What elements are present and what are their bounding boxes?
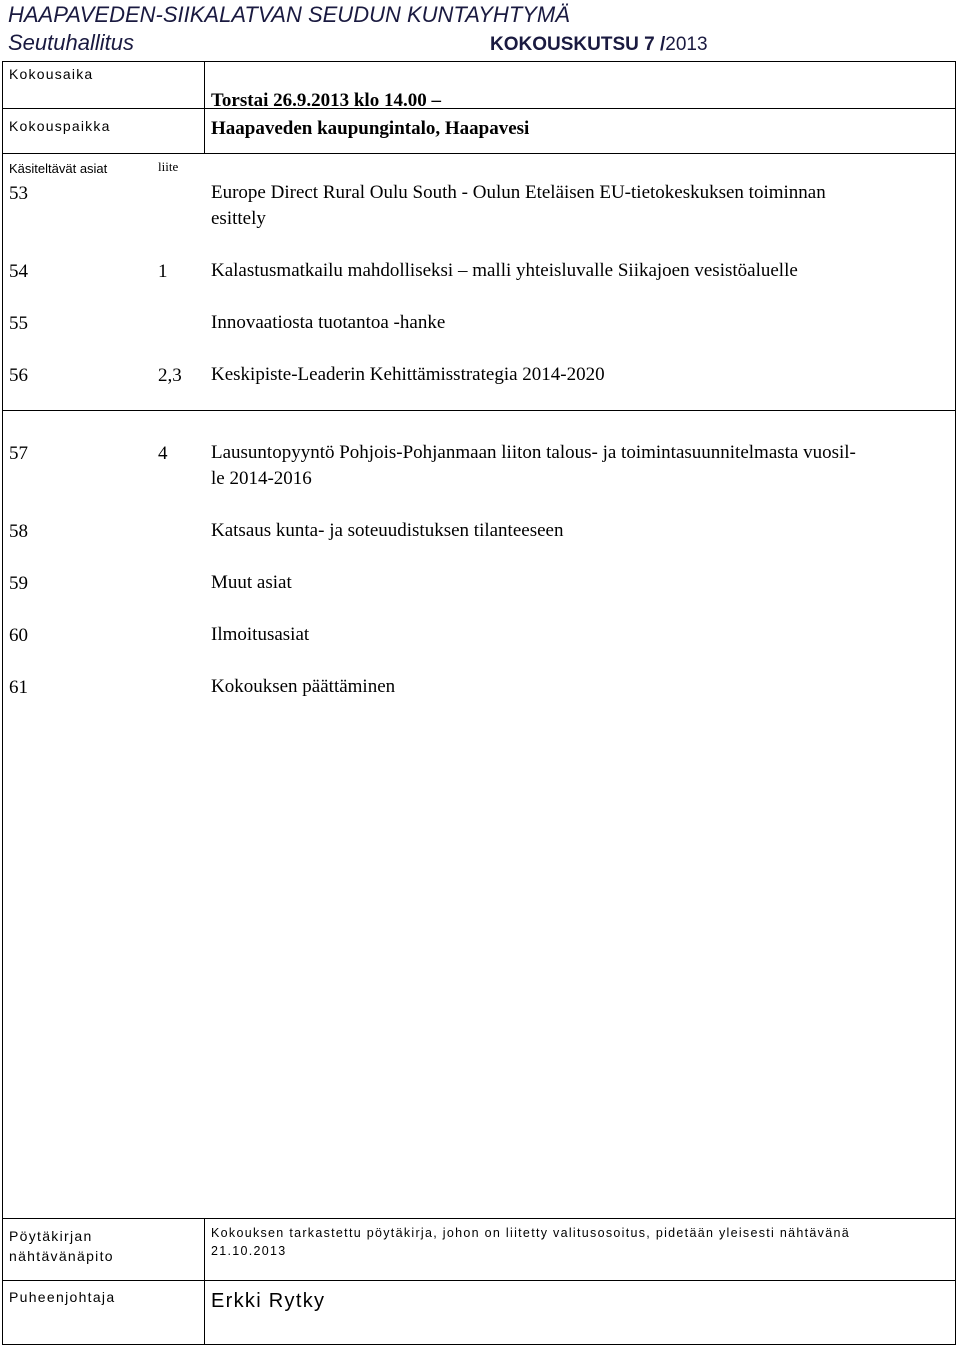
item-title-line: Lausuntopyyntö Pohjois-Pohjanmaan liiton talous- ja toimintasuunnitelmasta vuosil- [211, 442, 856, 463]
divider-time [204, 61, 205, 108]
item-title [211, 310, 923, 336]
item-title-line: Kalastusmatkailu mahdolliseksi – malli yhteisluvalle Siikajoen vesistöaluelle [211, 260, 798, 281]
attachment-column-header: liite [158, 159, 179, 174]
item-title-line: Muut asiat [211, 572, 292, 593]
meeting-time-label: Kokousaika [9, 66, 94, 82]
minutes-label-line: nähtävänäpito [9, 1248, 114, 1264]
item-title [211, 180, 923, 232]
notice-year: 2013 [665, 34, 708, 55]
minutes-notice-text: Kokouksen tarkastettu pöytäkirja, johon on liitetty valitusosoitus, pidetään yleisesti nähtävänä [211, 1226, 850, 1240]
rule-after-56 [2, 410, 956, 411]
chair-name: Erkki Rytky [211, 1290, 326, 1312]
meeting-time-value: Torstai 26.9.2013 klo 14.00 – [211, 90, 441, 111]
item-title-line: Innovaatiosta tuotantoa -hanke [211, 312, 446, 333]
rule-before-chair [2, 1280, 956, 1281]
item-title-line: Ilmoitusasiat [211, 624, 310, 645]
item-title-line: esittely [211, 208, 266, 229]
item-number: 54 [9, 261, 28, 282]
item-number: 57 [9, 443, 28, 464]
item-title-line: Europe Direct Rural Oulu South - Oulun Eteläisen EU-tietokeskuksen toiminnan [211, 182, 826, 203]
rule-after-time [2, 108, 956, 109]
item-number: 58 [9, 521, 28, 542]
item-title-line: Katsaus kunta- ja soteuudistuksen tilanteeseen [211, 520, 564, 541]
meeting-notice [490, 34, 708, 56]
item-number: 60 [9, 625, 28, 646]
notice-label: KOKOUSKUTSU 7 / [490, 34, 666, 55]
item-title [211, 570, 923, 596]
organization-name: HAAPAVEDEN-SIIKALATVAN SEUDUN KUNTAYHTYMÄ [8, 2, 570, 27]
meeting-place-label: Kokouspaikka [9, 118, 111, 134]
divider-place [204, 108, 205, 154]
item-attachment: 4 [158, 443, 168, 464]
rule-after-place [2, 153, 956, 154]
item-number: 55 [9, 313, 28, 334]
body-name: Seutuhallitus [8, 30, 134, 55]
item-title [211, 362, 923, 388]
item-title-line: le 2014-2016 [211, 468, 312, 489]
divider-footer [204, 1218, 205, 1345]
item-number: 61 [9, 677, 28, 698]
item-title-line: Kokouksen päättäminen [211, 676, 396, 697]
item-title [211, 440, 923, 492]
item-title [211, 674, 923, 700]
item-attachment: 2,3 [158, 365, 182, 386]
minutes-notice [211, 1224, 850, 1260]
meeting-place-value: Haapaveden kaupungintalo, Haapavesi [211, 118, 530, 139]
item-title [211, 518, 923, 544]
document-frame [2, 61, 956, 1345]
minutes-label-line: Pöytäkirjan [9, 1228, 93, 1244]
agenda-items-header: Käsiteltävät asiat [9, 161, 108, 176]
minutes-label [9, 1226, 114, 1266]
item-number: 53 [9, 183, 28, 204]
item-title [211, 258, 923, 284]
rule-before-footer [2, 1218, 956, 1219]
minutes-date: 21.10.2013 [211, 1244, 287, 1258]
item-number: 59 [9, 573, 28, 594]
item-title-line: Keskipiste-Leaderin Kehittämisstrategia 2014-2020 [211, 364, 605, 385]
item-title [211, 622, 923, 648]
item-number: 56 [9, 365, 28, 386]
item-attachment: 1 [158, 261, 168, 282]
chair-label: Puheenjohtaja [9, 1289, 116, 1305]
